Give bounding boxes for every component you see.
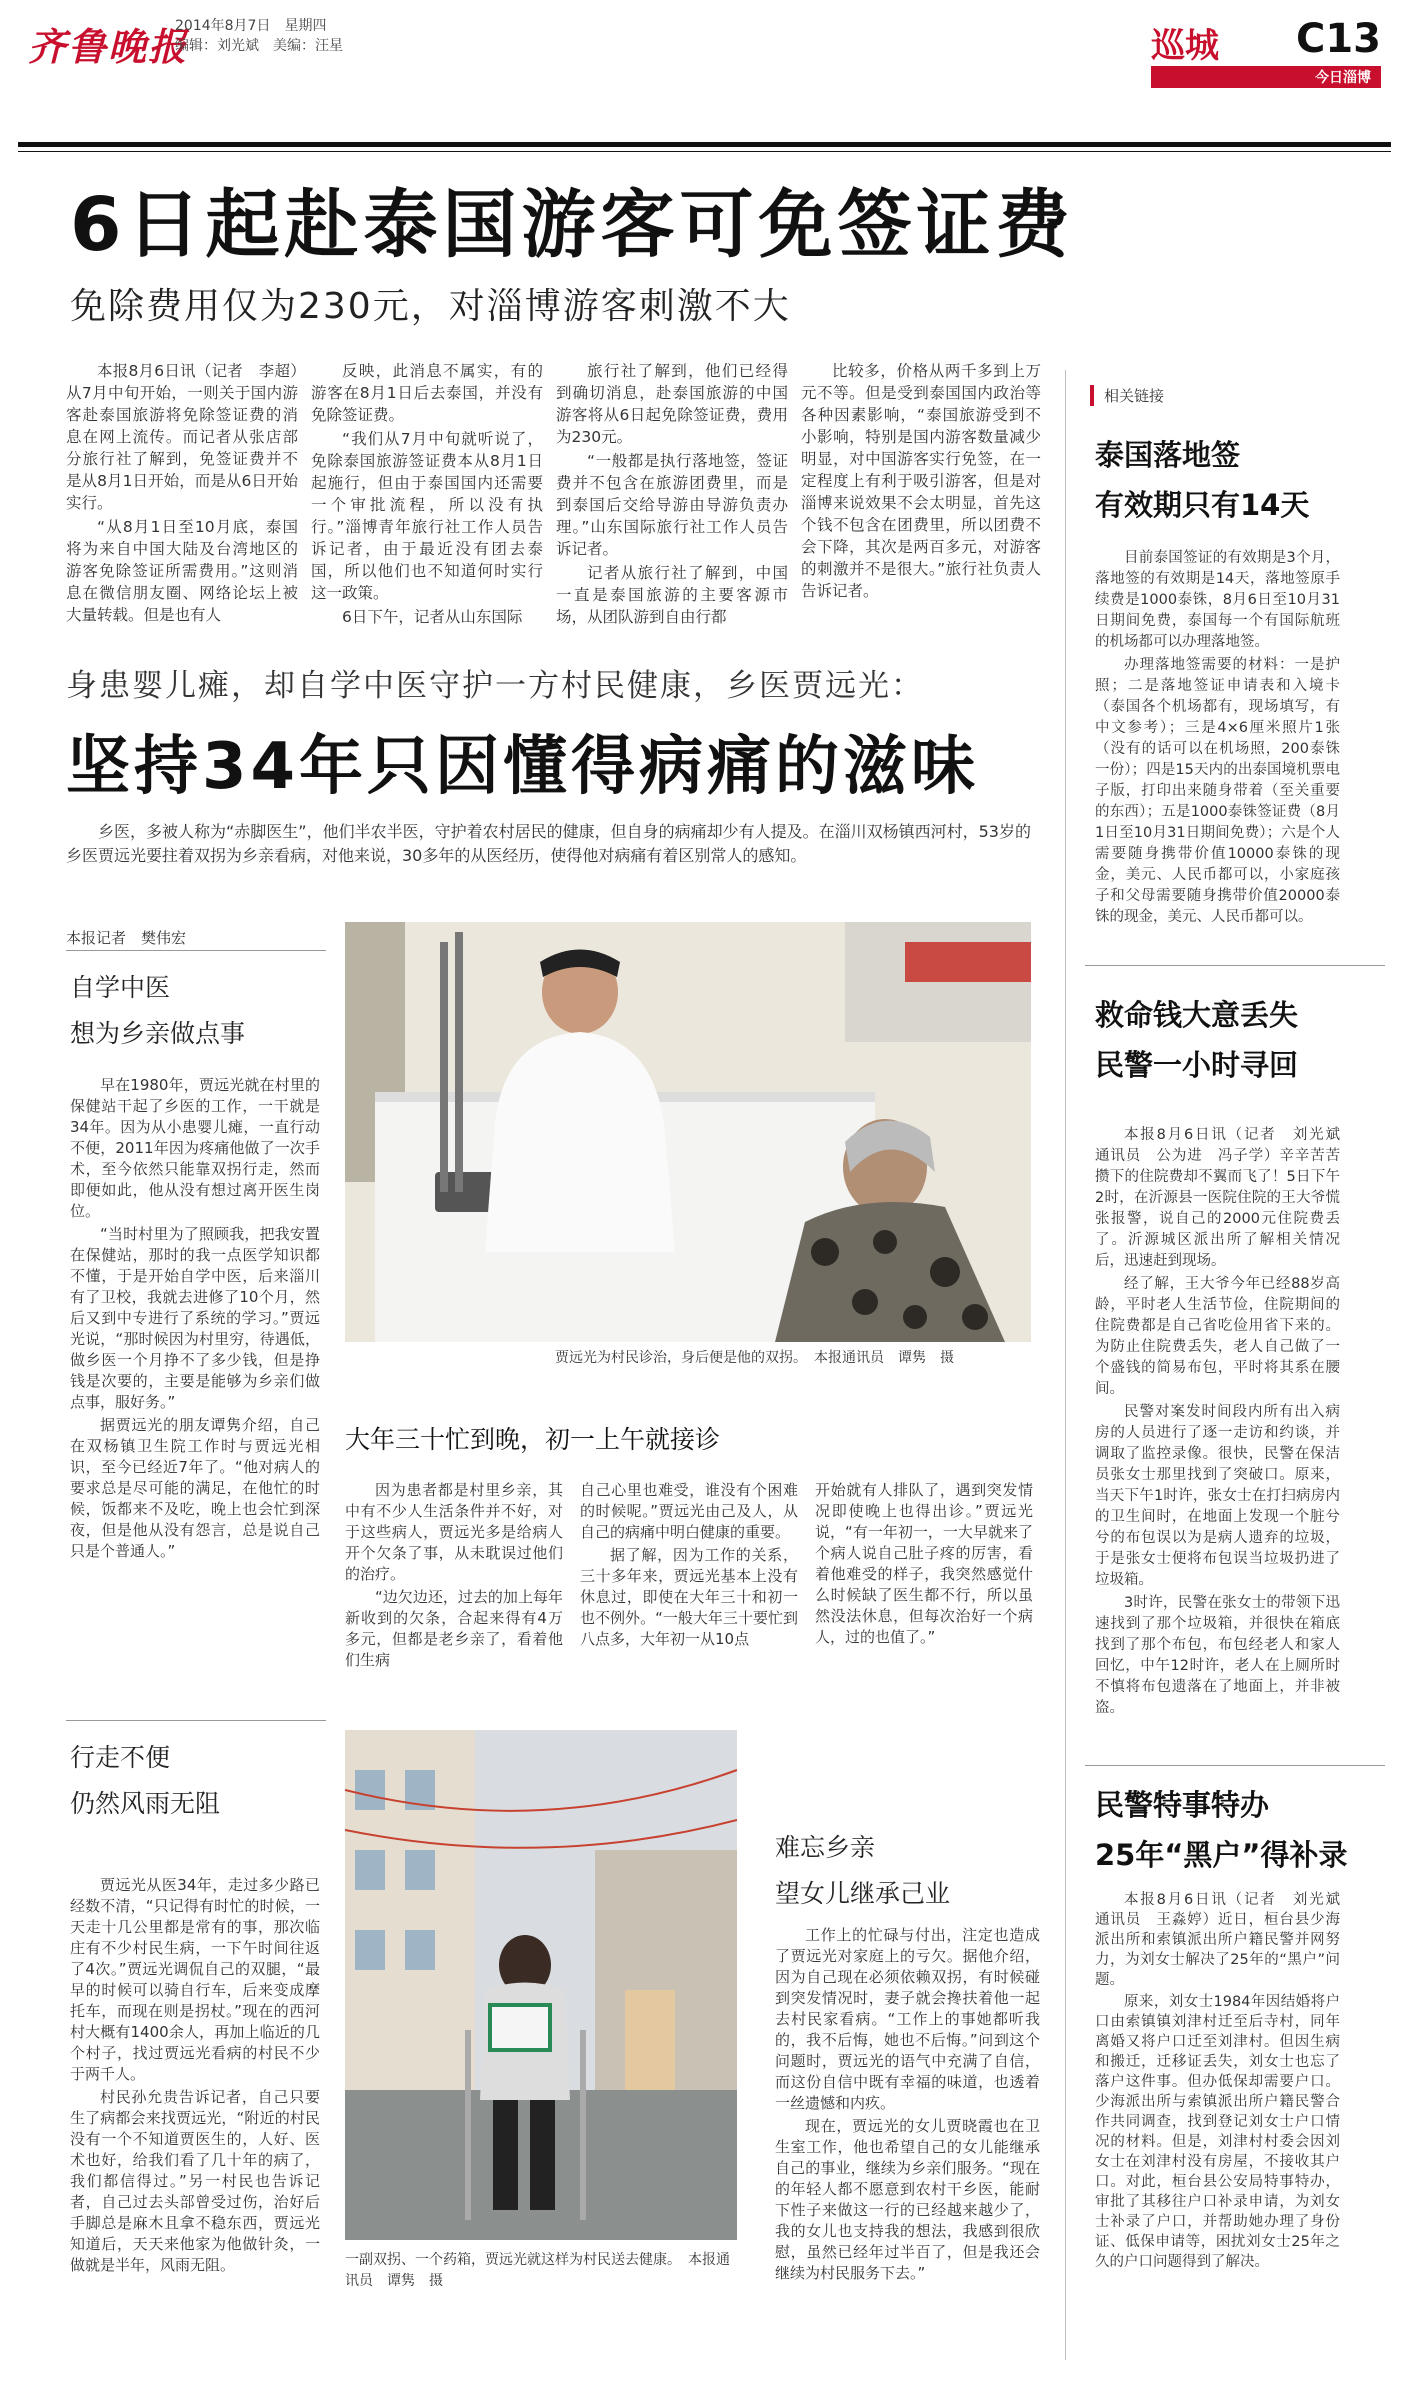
title-line: 自学中医 <box>70 973 171 1002</box>
issue-weekday: 星期四 <box>284 18 327 34</box>
paragraph: 本报8月6日讯（记者 刘光斌 通讯员 公为进 冯子学）辛辛苦苦攒下的住院费却不翼而飞了！5日下午2时，在沂源县一医院住院的王大爷慌张报警，说自己的2000元住院费丢了。沂源城区派出所了解相关情况后，迅速赶到现场。 <box>1095 1127 1355 1269</box>
sidebar-divider <box>1065 370 1066 2360</box>
paragraph: 反映，此消息不属实，有的游客在8月1日后去泰国，并没有免除签证费。 <box>311 362 543 424</box>
lead-headline: 6日起赴泰国游客可免签证费 <box>70 182 1075 268</box>
sidebar-story-3-title <box>1095 1780 1347 1880</box>
issue-date: 2014年8月7日 <box>175 18 271 34</box>
masthead-logo: 齐鲁晚报 <box>28 24 189 69</box>
paragraph: 6日下午，记者从山东国际 <box>342 608 523 626</box>
designer-credit: 美编：汪星 <box>273 38 343 54</box>
paragraph: 现在，贾远光的女儿贾晓霞也在卫生室工作，他也希望自己的女儿能继承自己的事业，继续为乡亲们服务。“现在的年轻人都不愿意到农村干乡医，能耐下性子来做这一行的已经越来越少了，我的女儿也支持我的想法，我感到很欣慰，虽然已经年过半百了，但是我还会继续为村民服务下去。” <box>775 2117 1040 2282</box>
paragraph: 旅行社了解到，他们已经得到确切消息，赴泰国旅游的中国游客将从6日起免除签证费，费用为230元。 <box>556 362 788 446</box>
lead-column-2 <box>311 360 543 630</box>
photo-doctor-consultation-graphic <box>345 922 1031 1342</box>
title-line: 泰国落地签 <box>1095 438 1241 472</box>
photo-1-caption: 贾远光为村民诊治，身后便是他的双拐。 本报通讯员 谭隽 摄 <box>555 1350 954 1366</box>
lead-column-1 <box>66 360 298 628</box>
section-name: 巡城 <box>1151 26 1219 66</box>
section-3-body <box>70 1875 320 2278</box>
paragraph: 民警对案发时间段内所有出入病房的人员进行了逐一走访和约谈，并调取了监控录像。很快，民警在保洁员张女士那里找到了突破口。原来，当天下午1时许，张女士在打扫病房内的卫生间时，在地面上发现一个脏兮兮的布包误以为是病人遗弃的垃圾，于是张女士便将布包误当垃圾扔进了垃圾箱。 <box>1095 1404 1340 1588</box>
related-links-label: 相关链接 <box>1090 385 1164 406</box>
paragraph: 比较多，价格从两千多到上万元不等。但是受到泰国国内政治等各种因素影响，“泰国旅游受到不小影响，特别是国内游客数量减少明显，对中国游客实行免签，在一定程度上有利于吸引游客，但是对淄博来说效果不会太明显，首先这个钱不包含在团费里，所以团费不会下降，其次是两百多元，对游客的刺激并不是很大。”旅行社负责人告诉记者。 <box>801 362 1041 600</box>
title-line: 救命钱大意丢失 <box>1095 998 1299 1032</box>
title-line: 难忘乡亲 <box>775 1833 876 1862</box>
photo-doctor-consultation <box>345 922 1031 1342</box>
paragraph: 因为患者都是村里乡亲，其中有不少人生活条件并不好，对于这些病人，贾远光多是给病人开个欠条了事，从未耽误过他们的治疗。 <box>345 1481 563 1583</box>
title-line: 25年“黑户”得补录 <box>1095 1838 1348 1872</box>
sidebar-rule <box>1085 965 1385 966</box>
feature-subhead: 身患婴儿瘫，却自学中医守护一方村民健康，乡医贾远光： <box>66 668 924 704</box>
sidebar-story-3-body <box>1095 1890 1355 2274</box>
lead-subhead: 免除费用仅为230元，对淄博游客刺激不大 <box>70 286 791 327</box>
paragraph: 本报8月6日讯（记者 李超）从7月中旬开始，一则关于国内游客赴泰国旅游将免除签证费的消息在网上流传。而记者从张店部分旅行社了解到，免签证费并不是从8月1日开始，而是从6日开始实行。 <box>66 362 298 512</box>
paragraph: 本报8月6日讯（记者 刘光斌 通讯员 王淼婷）近日，桓台县少海派出所和索镇派出所户籍民警并网努力，为刘女士解决了25年的“黑户”问题。 <box>1095 1892 1355 1988</box>
paragraph: “边欠边还，过去的加上每年新收到的欠条，合起来得有4万多元，但都是老乡亲了，看着他们生病 <box>345 1588 563 1669</box>
byline-rule <box>66 950 326 951</box>
sidebar-rule <box>1085 1765 1385 1766</box>
header-meta <box>175 16 357 56</box>
title-line: 民警一小时寻回 <box>1095 1048 1299 1082</box>
lead-column-4 <box>801 360 1041 604</box>
header-rule-thin <box>18 151 1391 152</box>
paragraph: 开始就有人排队了，遇到突发情况即使晚上也得出诊。”贾远光说，“有一年初一，一大早就来了个病人说自己肚子疼的厉害，看着他难受的样子，我突然感觉什么时候缺了医生都不行，所以虽然没法休息，但每次治好一个病人，过的也值了。” <box>815 1481 1033 1646</box>
header-rule <box>18 142 1391 147</box>
paragraph: 早在1980年，贾远光就在村里的保健站干起了乡医的工作，一干就是34年。因为从小患婴儿瘫，一直行动不便，2011年因为疼痛他做了一次手术，至今依然只能靠双拐行走，然而即便如此，他从没有想过离开医生岗位。 <box>70 1076 320 1220</box>
photo-2-caption: 一副双拐、一个药箱，贾远光就这样为村民送去健康。 本报通讯员 谭隽 摄 <box>345 2252 730 2289</box>
section-2-column-3 <box>815 1480 1033 1650</box>
section-header <box>1151 14 1381 86</box>
title-line: 有效期只有14天 <box>1095 488 1310 522</box>
section-2-column-2 <box>580 1480 798 1652</box>
paragraph: 工作上的忙碌与付出，注定也造成了贾远光对家庭上的亏欠。据他介绍，因为自己现在必须依赖双拐，有时候碰到突发情况时，妻子就会搀扶着他一起去村民家看病。“工作上的事她都听我的，我不后悔，她也不后悔。”问到这个问题时，贾远光的语气中充满了自信，而这份自信中既有幸福的味道，也透着一丝遗憾和内疚。 <box>775 1926 1040 2112</box>
feature-intro: 乡医，多被人称为“赤脚医生”，他们半农半医，守护着农村居民的健康，但自身的病痛却少有人提及。在淄川双杨镇西河村，53岁的乡医贾远光要拄着双拐为乡亲看病，对他来说，30多年的从医经历，使得他对病痛有着区别常人的感知。 <box>66 822 1031 865</box>
paragraph: 贾远光从医34年，走过多少路已经数不清，“只记得有时忙的时候，一天走十几公里都是常有的事，那次临庄有不少村民生病，一下午时间往返了4次。”贾远光调侃自己的双腿，“最早的时候可以骑自行车，后来变成摩托车，而现在则是拐杖。”现在的西河村大概有1400余人，再加上临近的几个村子，找过贾远光看病的村民不少于两千人。 <box>70 1876 320 2083</box>
sidebar-story-2-body <box>1095 1125 1355 1721</box>
lead-column-3 <box>556 360 788 630</box>
title-line: 仍然风雨无阻 <box>70 1789 221 1818</box>
title-line: 想为乡亲做点事 <box>70 1019 246 1048</box>
sidebar-story-1-title <box>1095 430 1309 530</box>
title-line: 行走不便 <box>70 1743 171 1772</box>
paragraph: “从8月1日至10月底，泰国将为来自中国大陆及台湾地区的游客免除签证所需费用。”这则消息在微信朋友圈、网络论坛上被大量转载。但是也有人 <box>66 518 298 624</box>
paragraph: 村民孙允贵告诉记者，自己只要生了病都会来找贾远光，“附近的村民没有一个不知道贾医生的，人好、医术也好，给我们看了几十年的病了，我们都信得过。”另一村民也告诉记者，自己过去头部曾受过伤，治好后手脚总是麻木且拿不稳东西，贾远光知道后，天天来他家为他做针灸，一做就是半年，风雨无阻。 <box>70 2088 320 2274</box>
section-4-title <box>775 1825 950 1917</box>
title-line: 望女儿继承己业 <box>775 1879 951 1908</box>
paragraph: 自己心里也难受，谁没有个困难的时候呢。”贾远光由己及人，从自己的病痛中明白健康的重要。 <box>580 1481 798 1541</box>
paragraph: 据贾远光的朋友谭隽介绍，自己在双杨镇卫生院工作时与贾远光相识，至今已经近7年了。“他对病人的要求总是尽可能的满足，在他忙的时候，饭都来不及吃，晚上也会忙到深夜，但是他从没有怨言，总是说自己只是个普通人。” <box>70 1416 320 1560</box>
section-4-body <box>775 1925 1040 2286</box>
paragraph: 3时许，民警在张女士的带领下迅速找到了那个垃圾箱，并很快在箱底找到了那个布包，布包经老人和家人回忆，中午12时许，老人在上厕所时不慎将布包遗落在了地面上，并非被盗。 <box>1095 1595 1340 1716</box>
sidebar-story-2-title <box>1095 990 1298 1090</box>
section-3-title <box>70 1735 220 1827</box>
photo-walking-crutches <box>345 1730 737 2240</box>
paragraph: 原来，刘女士1984年因结婚将户口由索镇镇刘津村迁至后寺村，同年离婚又将户口迁至刘津村。但因生病和搬迁，迁移证丢失，刘女士也忘了落户这件事。但办低保却需要户口。少海派出所与索镇派出所户籍民警合作共同调查，找到登记刘女士户口情况的材料。但是，刘津村村委会因刘女士在刘津村没有房屋，不接收其户口。对此，桓台县公安局特事特办，审批了其移往户口补录申请，为刘女士补录了户口，并帮助她办理了身份证、低保申请等，困扰刘女士25年之久的户口问题得到了解决。 <box>1095 1994 1340 2270</box>
paragraph: “一般都是执行落地签，签证费并不包含在旅游团费里，而是到泰国后交给导游由导游负责办理。”山东国际旅行社工作人员告诉记者。 <box>556 452 788 558</box>
feature-headline: 坚持34年只因懂得病痛的滋味 <box>66 730 980 804</box>
section-divider <box>66 1720 326 1721</box>
section-1-title <box>70 965 245 1057</box>
paragraph: “我们从7月中旬就听说了，免除泰国旅游签证费本从8月1日起施行，但由于泰国国内还需要一个审批流程，所以没有执行。”淄博青年旅行社工作人员告诉记者，由于最近没有团去泰国，所以他们也不知道何时实行这一政策。 <box>311 430 543 602</box>
feature-byline: 本报记者 樊伟宏 <box>66 929 187 947</box>
paragraph: 记者从旅行社了解到，中国一直是泰国旅游的主要客源市场，从团队游到自由行都 <box>556 564 788 626</box>
paragraph: 经了解，王大爷今年已经88岁高龄，平时老人生活节俭，住院期间的住院费都是自己省吃俭用省下来的。为防止住院费丢失，老人自己做了一个盛钱的简易布包，平时将其系在腰间。 <box>1095 1276 1340 1397</box>
title-line: 民警特事特办 <box>1095 1788 1270 1822</box>
sidebar-story-1-body <box>1095 548 1340 930</box>
paragraph: 目前泰国签证的有效期是3个月，落地签的有效期是14天，落地签原手续费是1000泰铢，8月6日至10月31日期间免费，泰国每一个有国际航班的机场都可以办理落地签。 <box>1095 550 1340 650</box>
paragraph: “当时村里为了照顾我，把我安置在保健站，那时的我一点医学知识都不懂，于是开始自学中医，后来淄川有了卫校，我就去进修了10个月，然后又到中专进行了系统的学习。”贾远光说，“那时候因为村里穷，待遇低，做乡医一个月挣不了多少钱，但是挣钱是次要的，主要是能够为乡亲们做点事，服好务。” <box>70 1225 320 1411</box>
section-2-title: 大年三十忙到晚，初一上午就接诊 <box>345 1425 721 1454</box>
section-1-body <box>70 1075 320 1564</box>
paragraph: 办理落地签需要的材料：一是护照；二是落地签证申请表和入境卡（泰国各个机场都有，现场填写，有中文参考）；三是4×6厘米照片1张（没有的话可以在机场照，200泰铢一份）；四是15天内的出泰国境机票电子版，打印出来随身带着（至关重要的东西）；五是1000泰铢签证费（8月1日至10月31日期间免费）；六是个人需要随身携带价值10000泰铢的现金，美元、人民币都可以，小家庭孩子和父母需要随身携带价值20000泰铢的现金，美元、人民币都可以。 <box>1095 657 1340 925</box>
photo-walking-crutches-graphic <box>345 1730 737 2240</box>
paragraph: 据了解，因为工作的关系，三十多年来，贾远光基本上没有休息过，即使在大年三十和初一也不例外。“一般大年三十要忙到八点多，大年初一从10点 <box>580 1546 798 1648</box>
page-code: C13 <box>1295 16 1381 62</box>
editor-credit: 编辑：刘光斌 <box>175 38 259 54</box>
section-2-column-1 <box>345 1480 563 1673</box>
section-subtitle: 今日淄博 <box>1151 66 1381 88</box>
